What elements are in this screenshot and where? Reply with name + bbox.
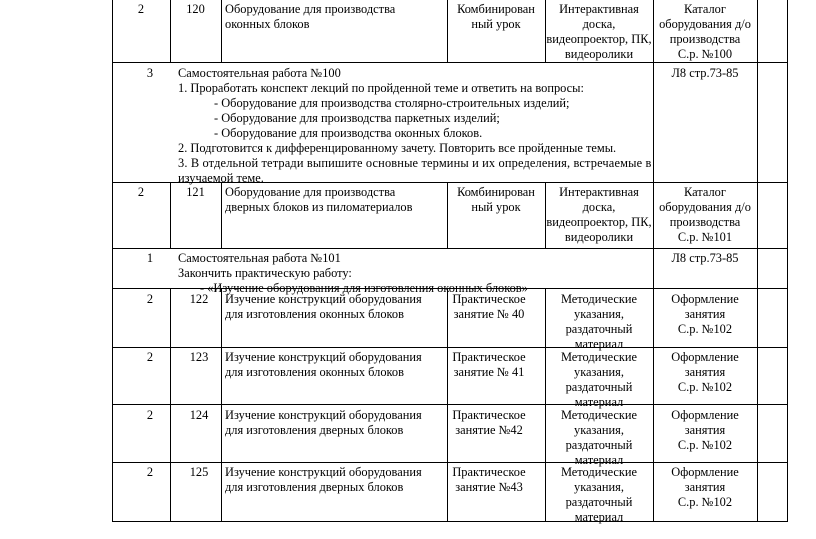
topic-cell: Оборудование для производства дверных блоков из пиломатериалов bbox=[225, 185, 413, 214]
topic-cell: Оборудование для производства оконных блоков bbox=[225, 2, 396, 31]
lesson-type-cell: Комбинирован ный урок bbox=[457, 185, 535, 214]
equipment-cell: Методические указания, раздаточный материал bbox=[560, 350, 638, 409]
homework-cell: Каталог оборудования д/о производства С.р. №101 bbox=[659, 185, 751, 244]
equipment-cell: Методические указания, раздаточный материал bbox=[560, 408, 638, 467]
lesson-type-cell: Практическое занятие №42 bbox=[452, 408, 526, 437]
hours-cell: 2 bbox=[137, 2, 145, 16]
homework-cell: Оформление занятия С.р. №102 bbox=[671, 292, 739, 336]
row-divider bbox=[112, 404, 788, 405]
row-divider bbox=[112, 248, 788, 249]
lesson-number-cell: 124 bbox=[189, 408, 209, 422]
row-divider bbox=[112, 347, 788, 348]
lesson-type-cell: Практическое занятие № 40 bbox=[452, 292, 526, 321]
lesson-number-cell: 120 bbox=[186, 2, 205, 16]
lesson-type-cell: Практическое занятие №43 bbox=[452, 465, 526, 494]
equipment-cell: Интерактивная доска, видеопроектор, ПК, видеоролики bbox=[546, 185, 652, 244]
hours-cell: 2 bbox=[146, 408, 154, 422]
homework-cell: Оформление занятия С.р. №102 bbox=[671, 465, 739, 509]
topic-cell: Изучение конструкций оборудования для изготовления оконных блоков bbox=[225, 350, 422, 379]
hours-cell: 2 bbox=[146, 465, 154, 479]
col-divider bbox=[221, 182, 222, 248]
self-work-cell: Самостоятельная работа №101 Закончить практическую работу: - «Изучение оборудования для изготовления оконных блоков» bbox=[178, 251, 528, 295]
equipment-cell: Методические указания, раздаточный материал bbox=[560, 292, 638, 351]
topic-cell: Изучение конструкций оборудования для изготовления дверных блоков bbox=[225, 408, 422, 437]
homework-cell: Оформление занятия С.р. №102 bbox=[671, 408, 739, 452]
lesson-number-cell: 125 bbox=[189, 465, 209, 479]
reference-cell: Л8 стр.73-85 bbox=[671, 251, 739, 265]
lesson-type-cell: Практическое занятие № 41 bbox=[452, 350, 526, 379]
lesson-type-cell: Комбинирован ный урок bbox=[457, 2, 535, 31]
row-divider bbox=[112, 462, 788, 463]
lesson-number-cell: 121 bbox=[186, 185, 205, 199]
hours-cell: 2 bbox=[146, 292, 154, 306]
col-divider bbox=[757, 0, 758, 521]
hours-cell: 1 bbox=[146, 251, 154, 265]
homework-cell: Оформление занятия С.р. №102 bbox=[671, 350, 739, 394]
table-border-bottom bbox=[112, 521, 788, 522]
row-divider bbox=[112, 62, 788, 63]
equipment-cell: Методические указания, раздаточный материал bbox=[560, 465, 638, 524]
col-divider bbox=[787, 0, 788, 521]
hours-cell: 2 bbox=[137, 185, 145, 199]
topic-cell: Изучение конструкций оборудования для изготовления дверных блоков bbox=[225, 465, 422, 494]
lesson-number-cell: 123 bbox=[189, 350, 209, 364]
topic-cell: Изучение конструкций оборудования для изготовления оконных блоков bbox=[225, 292, 422, 321]
homework-cell: Каталог оборудования д/о производства С.р. №100 bbox=[659, 2, 751, 61]
equipment-cell: Интерактивная доска, видеопроектор, ПК, видеоролики bbox=[546, 2, 652, 61]
self-work-cell: Самостоятельная работа №100 1. Проработать конспект лекций по пройденной теме и ответить на вопросы: - Оборудование для производства столярно-строительных изделий; - Оборудование для производства паркетных изделий; - Оборудование для производства оконных блоков. 2. Подготовится к дифференцированному зачету. Повторить все пройденные темы. 3. В отдельной тетради выпишите основные термины и их определения, встречаемые в изучаемой теме. bbox=[178, 66, 652, 185]
col-divider bbox=[221, 0, 222, 62]
reference-cell: Л8 стр.73-85 bbox=[671, 66, 739, 80]
lesson-number-cell: 122 bbox=[189, 292, 209, 306]
hours-cell: 2 bbox=[146, 350, 154, 364]
hours-cell: 3 bbox=[146, 66, 154, 80]
